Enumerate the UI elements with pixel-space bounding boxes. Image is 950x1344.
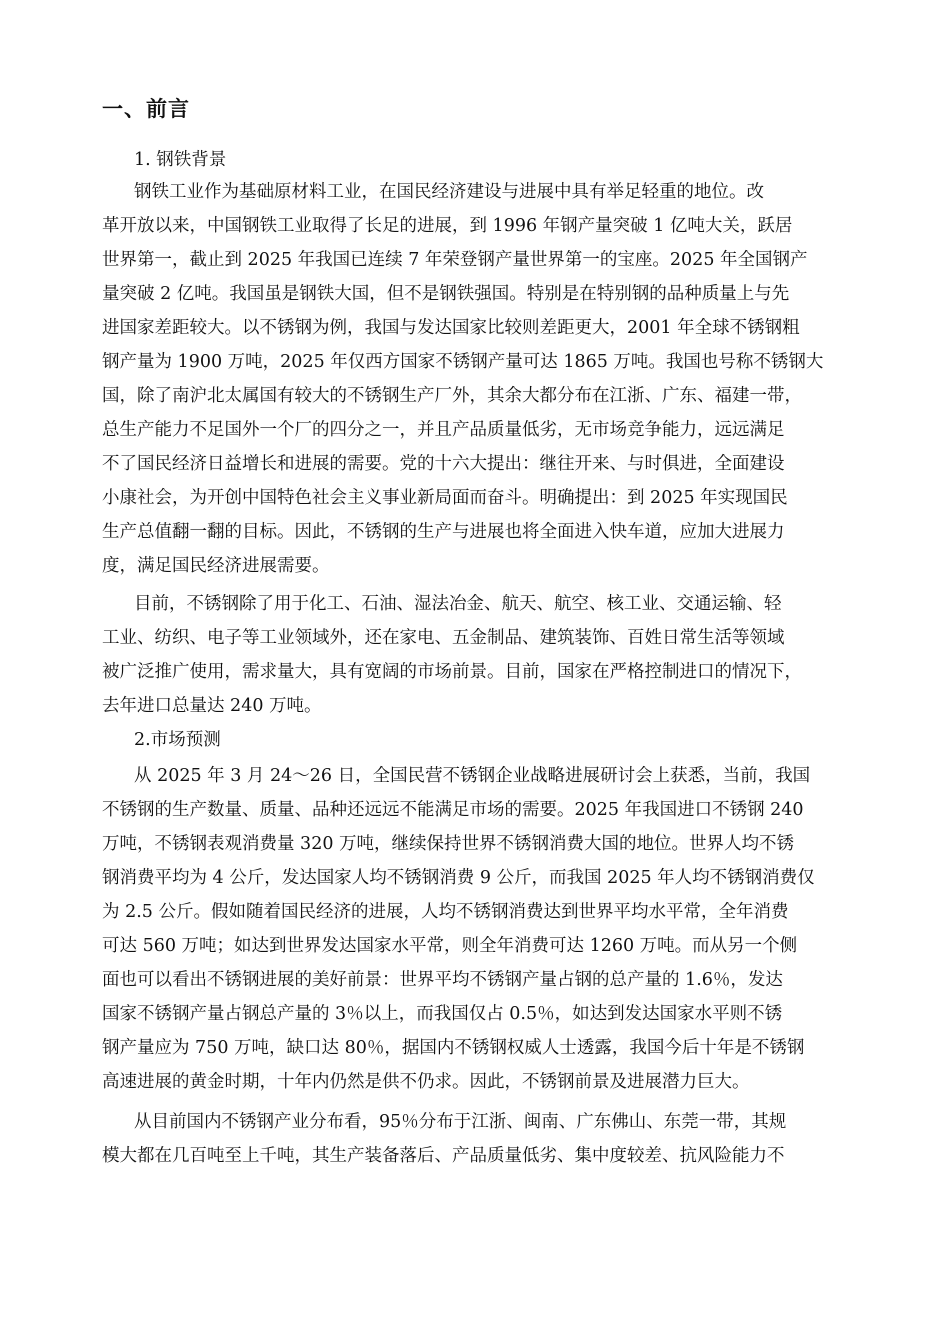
paragraph-line: 为 2.5 公斤。假如随着国民经济的进展，人均不锈钢消费达到世界平均水平常，全年消费 — [102, 902, 789, 922]
paragraph-line: 模大都在几百吨至上千吨，其生产装备落后、产品质量低劣、集中度较差、抗风险能力不 — [102, 1146, 785, 1166]
paragraph-line: 钢产量为 1900 万吨，2025 年仅西方国家不锈钢产量可达 1865 万吨。我国也号称不锈钢大 — [102, 352, 824, 372]
paragraph-line: 不锈钢的生产数量、质量、品种还远远不能满足市场的需要。2025 年我国进口不锈钢 240 — [102, 800, 804, 820]
paragraph-line: 不了国民经济日益增长和进展的需要。党的十六大提出：继往开来、与时俱进，全面建设 — [102, 454, 785, 474]
paragraph-line: 国，除了南沪北太属国有较大的不锈钢生产厂外，其余大都分布在江浙、广东、福建一带， — [102, 386, 802, 406]
subsection-title-market-forecast: 2.市场预测 — [134, 730, 221, 750]
paragraph-line: 目前，不锈钢除了用于化工、石油、湿法冶金、航天、航空、核工业、交通运输、轻 — [134, 594, 782, 614]
paragraph-line: 世界第一，截止到 2025 年我国已连续 7 年荣登钢产量世界第一的宝座。2025 年全国钢产 — [102, 250, 808, 270]
paragraph-line: 小康社会，为开创中国特色社会主义事业新局面而奋斗。明确提出：到 2025 年实现国民 — [102, 488, 788, 508]
paragraph-line: 去年进口总量达 240 万吨。 — [102, 696, 322, 716]
paragraph-line: 高速进展的黄金时期，十年内仍然是供不仍求。因此，不锈钢前景及进展潜力巨大。 — [102, 1072, 750, 1092]
paragraph-line: 从 2025 年 3 月 24～26 日，全国民营不锈钢企业战略进展研讨会上获悉，当前，我国 — [134, 766, 811, 786]
section-heading: 一、前言 — [102, 97, 190, 121]
paragraph-line: 万吨，不锈钢表观消费量 320 万吨，继续保持世界不锈钢消费大国的地位。世界人均不锈 — [102, 834, 795, 854]
paragraph-line: 面也可以看出不锈钢进展的美好前景：世界平均不锈钢产量占钢的总产量的 1.6％，发达 — [102, 970, 783, 990]
paragraph-line: 总生产能力不足国外一个厂的四分之一，并且产品质量低劣，无市场竞争能力，远远满足 — [102, 420, 785, 440]
paragraph-line: 度，满足国民经济进展需要。 — [102, 556, 330, 576]
paragraph-line: 钢铁工业作为基础原材料工业，在国民经济建设与进展中具有举足轻重的地位。改 — [134, 182, 764, 202]
paragraph-line: 钢消费平均为 4 公斤，发达国家人均不锈钢消费 9 公斤，而我国 2025 年人均不锈钢消费仅 — [102, 868, 815, 888]
paragraph-line: 国家不锈钢产量占钢总产量的 3％以上，而我国仅占 0.5％，如达到发达国家水平则不锈 — [102, 1004, 783, 1024]
paragraph-line: 从目前国内不锈钢产业分布看，95％分布于江浙、闽南、广东佛山、东莞一带，其规 — [134, 1112, 787, 1132]
paragraph-line: 量突破 2 亿吨。我国虽是钢铁大国，但不是钢铁强国。特别是在特别钢的品种质量上与先 — [102, 284, 790, 304]
paragraph-line: 革开放以来，中国钢铁工业取得了长足的进展，到 1996 年钢产量突破 1 亿吨大关，跃居 — [102, 216, 793, 236]
paragraph-line: 进国家差距较大。以不锈钢为例，我国与发达国家比较则差距更大，2001 年全球不锈钢粗 — [102, 318, 800, 338]
paragraph-line: 被广泛推广使用，需求量大，具有宽阔的市场前景。目前，国家在严格控制进口的情况下， — [102, 662, 802, 682]
paragraph-line: 工业、纺织、电子等工业领域外，还在家电、五金制品、建筑装饰、百姓日常生活等领域 — [102, 628, 785, 648]
paragraph-line: 可达 560 万吨；如达到世界发达国家水平常，则全年消费可达 1260 万吨。而从另一个侧 — [102, 936, 798, 956]
paragraph-line: 生产总值翻一翻的目标。因此，不锈钢的生产与进展也将全面进入快车道，应加大进展力 — [102, 522, 785, 542]
paragraph-line: 钢产量应为 750 万吨，缺口达 80％，据国内不锈钢权威人士透露，我国今后十年是不锈钢 — [102, 1038, 805, 1058]
subsection-title-steel-background: 1. 钢铁背景 — [134, 150, 227, 170]
